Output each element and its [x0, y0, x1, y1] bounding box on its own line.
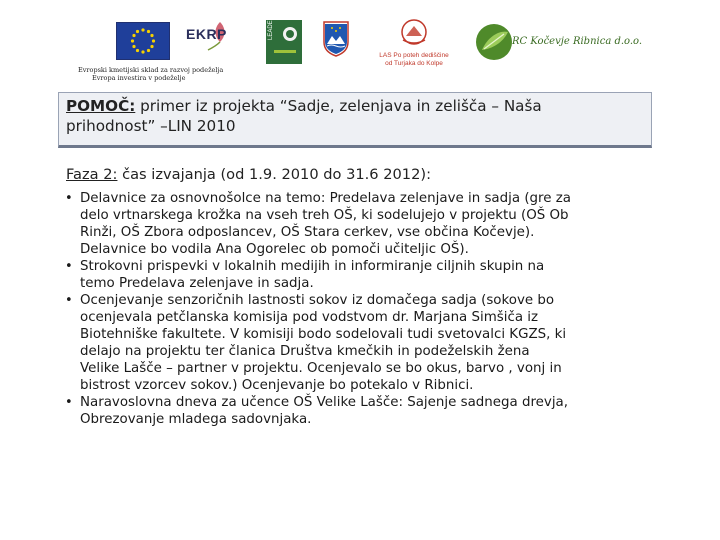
bullet-icon: • — [65, 293, 73, 308]
title-text: primer iz projekta “Sadje, zelenjava in zelišča – Naša — [135, 97, 542, 115]
logo-strip — [0, 8, 720, 88]
leader-logo — [266, 15, 302, 64]
list-item-line: Biotehniške fakultete. V komisiji bodo sodelovali tudi svetovalci KGZS, ki — [80, 327, 567, 342]
phase-text: čas izvajanja (od 1.9. 2010 do 31.6 2012): — [117, 166, 431, 183]
phase-heading — [66, 166, 431, 183]
las-caption-line: od Turjaka do Kolpe — [385, 60, 443, 67]
eu-caption-line: Evropa investira v podeželje — [92, 74, 186, 82]
ekrp-text: EKRP — [186, 26, 227, 42]
ekrp-logo — [186, 20, 248, 52]
bullet-icon: • — [65, 191, 73, 206]
list-item-line: Delavnice za osnovnošolce na temo: Predelava zelenjave in sadja (gre za — [80, 191, 571, 206]
leader-text: LEADER — [268, 15, 274, 40]
list-item-line: delajo na projektu ter članica Društva kmečkih in podeželskih žena — [80, 344, 530, 359]
rc-logo-text: RC Kočevje Ribnica d.o.o. — [512, 36, 643, 47]
list-item — [60, 258, 680, 292]
slovenia-coat-of-arms-icon — [322, 20, 350, 58]
title-line-2: prihodnost” –LIN 2010 — [66, 117, 236, 135]
list-item-line: bistrost vzorcev sokov.) Ocenjevanje bo potekalo v Ribnici. — [80, 378, 474, 393]
title-box — [58, 92, 652, 148]
list-item-line: temo Predelava zelenjave in sadja. — [80, 276, 314, 291]
bullet-icon: • — [65, 395, 73, 410]
las-logo — [370, 18, 458, 74]
list-item — [60, 394, 680, 428]
bullet-list — [60, 190, 680, 428]
list-item-line: Strokovni prispevki v lokalnih medijih in informiranje ciljnih skupin na — [80, 259, 545, 274]
title-line-1 — [66, 96, 644, 116]
eu-flag-icon — [116, 22, 170, 60]
bullet-icon: • — [65, 259, 73, 274]
list-item-line: ocenjevala petčlanska komisija pod vodstvom dr. Marjana Simšiča iz — [80, 310, 539, 325]
list-item — [60, 292, 680, 394]
title-lead: POMOČ: — [66, 97, 136, 115]
list-item-line: Ocenjevanje senzoričnih lastnosti sokov iz domačega sadja (sokove bo — [80, 293, 555, 308]
list-item-line: Obrezovanje mladega sadovnjaka. — [80, 412, 312, 427]
list-item-line: Naravoslovna dneva za učence OŠ Velike Lašče: Sajenje sadnega drevja, — [80, 395, 569, 410]
las-caption — [370, 52, 458, 68]
list-item-line: Velike Lašče – partner v projektu. Ocenjevalo se bo okus, barvo , vonj in — [80, 361, 562, 376]
rc-leaf-icon — [474, 22, 514, 62]
las-emblem-icon — [370, 18, 458, 52]
las-caption-line: LAS Po poteh dediščine — [379, 52, 449, 59]
list-item-line: Delavnice bo vodila Ana Ogorelec ob pomoči učiteljic OŠ). — [80, 242, 469, 257]
list-item-line: delo vrtnarskega krožka na vseh treh OŠ, ki sodelujejo v projektu (OŠ Ob — [80, 208, 569, 223]
eu-caption — [78, 66, 258, 82]
list-item-line: Rinži, OŠ Zbora odposlancev, OŠ Stara cerkev, vse občina Kočevje). — [80, 225, 535, 240]
list-item — [60, 190, 680, 258]
eu-caption-line: Evropski kmetijski sklad za razvoj podeželja — [78, 66, 224, 74]
phase-label: Faza 2: — [66, 166, 118, 183]
